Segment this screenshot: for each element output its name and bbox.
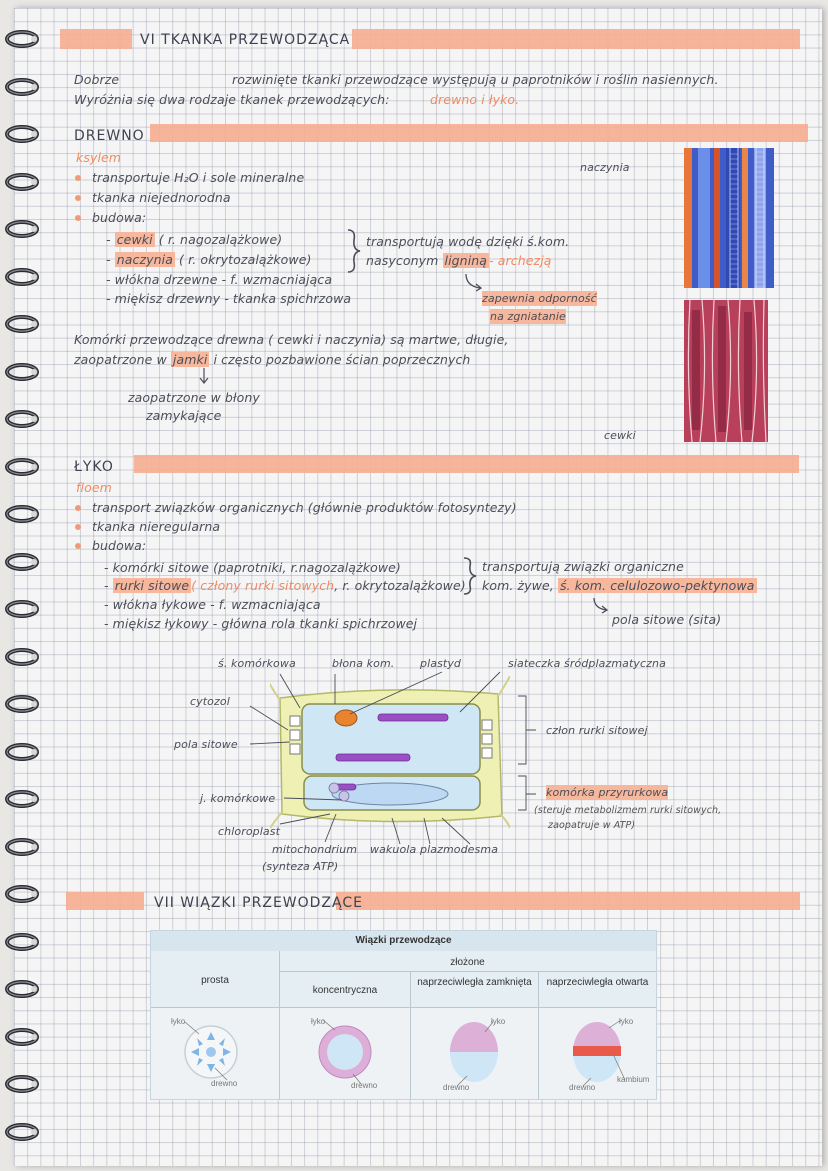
spiral-ring-icon [0, 123, 40, 145]
drewno-bullet-3: budowa: [92, 210, 147, 225]
drewno-brace-line-1: transportują wodę dzięki ś.kom. [366, 234, 570, 249]
label-plastyd: plastyd [420, 657, 462, 670]
czlony-text: ( człony rurki sitowych [191, 578, 335, 593]
spiral-ring-icon [0, 788, 40, 810]
col-koncentryczna: koncentryczna [312, 985, 378, 996]
naczynia-image-label: naczynia [580, 161, 630, 174]
spiral-ring-icon [0, 171, 40, 193]
spiral-ring-icon [0, 408, 40, 430]
summary-2-b: i często pozbawione ścian poprzecznych [213, 352, 471, 367]
drewno-dash-2-rest: ( r. okrytozalążkowe) [179, 252, 312, 267]
drewno-note-2: na zgniatanie [490, 310, 566, 323]
brace-line-2-a: nasyconym [366, 253, 439, 268]
drewno-brace-line-2 [366, 253, 552, 268]
spiral-ring-icon [0, 76, 40, 98]
spiral-ring-icon [0, 646, 40, 668]
przyrurkowa-note-2: zaopatruje w ATP) [548, 820, 636, 831]
drewno-highlight [150, 124, 808, 142]
jamki-note-1: zaopatrzone w błony [128, 390, 260, 405]
lignina-highlight: ligniną [444, 253, 488, 268]
label-sciana: ś. komórkowa [218, 657, 296, 670]
spiral-ring-icon [0, 693, 40, 715]
spiral-ring-icon [0, 456, 40, 478]
arrow-icon [196, 366, 212, 386]
col-zamknieta: naprzeciwległa zamknięta [417, 977, 532, 988]
section-7-highlight-right [336, 892, 800, 910]
summary-2-a: zaopatrzone w [74, 352, 167, 367]
lyko-subtitle: floem [76, 480, 112, 495]
drewno-summary-2 [74, 352, 470, 367]
label-chloroplast: chloroplast [218, 825, 280, 838]
spiral-ring-icon [0, 503, 40, 525]
section-7-highlight-left [66, 892, 144, 910]
drewno-dash-2: - naczynia ( r. okrytozalążkowe) [106, 252, 312, 267]
bullet-icon [75, 524, 81, 530]
bullet-icon [75, 175, 81, 181]
label-blona: błona kom. [332, 657, 395, 670]
drewno-dash-1: - cewki ( r. nagozalążkowe) [106, 232, 283, 247]
drewno-note-1: zapewnia odporność [482, 292, 597, 305]
bullet-icon [75, 505, 81, 511]
archezja-text: - archezją [489, 253, 552, 268]
naczynia-highlight: naczynia [116, 252, 173, 267]
curly-brace-icon [460, 556, 482, 596]
pola-sitowe-note: pola sitowe (sita) [612, 612, 722, 627]
label-czlon: człon rurki sitowej [546, 724, 648, 737]
spiral-ring-icon [0, 883, 40, 905]
section-7-title: VII WIĄZKI PRZEWODZĄCE [154, 895, 363, 911]
table-group-label: złożone [450, 957, 485, 968]
otwarta-kambium-label: kambium [617, 1075, 650, 1084]
lyko-title: ŁYKO [74, 459, 114, 475]
label-cytozol: cytozol [190, 695, 230, 708]
prosta-lyko-label: łyko [171, 1017, 186, 1026]
label-mitochondrium: mitochondrium [272, 843, 358, 856]
bundles-table [150, 930, 657, 1100]
jamki-note-2: zamykające [146, 408, 222, 423]
koncentryczna-drewno-label: drewno [351, 1081, 378, 1090]
lyko-highlight [134, 455, 799, 473]
spiral-ring-icon [0, 741, 40, 763]
spiral-ring-icon [0, 551, 40, 573]
spiral-ring-icon [0, 931, 40, 953]
koncentryczna-lyko-label: łyko [311, 1017, 326, 1026]
spiral-ring-icon [0, 836, 40, 858]
spiral-ring-icon [0, 978, 40, 1000]
spiral-ring-icon [0, 218, 40, 240]
spiral-ring-icon [0, 266, 40, 288]
col-otwarta: naprzeciwległa otwarta [546, 977, 649, 988]
intro-line-1: rozwinięte tkanki przewodzące występują u paprotników i roślin nasiennych. [232, 72, 719, 87]
lyko-brace-line-1: transportują związki organiczne [482, 559, 684, 574]
spiral-ring-icon [0, 361, 40, 383]
drewno-bullet-1: transportuje H₂O i sole mineralne [92, 170, 305, 185]
label-przyrurkowa: komórka przyrurkowa [546, 786, 669, 799]
bullet-icon [75, 195, 81, 201]
label-j-komorkowe: j. komórkowe [200, 792, 276, 805]
otwarta-drewno-label: drewno [569, 1083, 596, 1092]
rurki-sitowe-highlight: rurki sitowe [114, 578, 190, 593]
bullet-icon [75, 543, 81, 549]
spiral-ring-icon [0, 1073, 40, 1095]
table-title: Wiązki przewodzące [355, 935, 452, 946]
spiral-ring-icon [0, 313, 40, 335]
label-plazmodesma: plazmodesma [420, 843, 499, 856]
spiral-ring-icon [0, 28, 40, 50]
intro-line-2: Wyróżnia się dwa rodzaje tkanek przewodzących: [74, 92, 390, 107]
lyko-bullet-2: tkanka nieregularna [92, 519, 221, 534]
cewki-image-label: cewki [604, 429, 636, 442]
label-wakuola: wakuola [370, 843, 417, 856]
label-pola-sitowe: pola sitowe [174, 738, 238, 751]
cewki-micrograph [684, 300, 768, 442]
otwarta-lyko-label: łyko [619, 1017, 634, 1026]
drewno-subtitle: ksylem [76, 150, 122, 165]
section-6-title: VI TKANKA PRZEWODZĄCA [140, 32, 351, 48]
label-siateczka: siateczka śródplazmatyczna [508, 657, 666, 670]
lyko-dash-4: - miękisz łykowy - główna rola tkanki spichrzowej [104, 616, 418, 631]
jamki-highlight: jamki [172, 352, 208, 367]
intro-word: Dobrze [74, 72, 120, 87]
lyko-dash-2: - rurki sitowe ( człony rurki sitowych, r. okrytozalążkowe) [104, 578, 466, 593]
title-highlight-left [60, 29, 132, 49]
przyrurkowa-note-1: (steruje metabolizmem rurki sitowych, [534, 805, 722, 816]
lyko-brace-2-a: kom. żywe, [482, 578, 554, 593]
zamknieta-drewno-label: drewno [443, 1083, 470, 1092]
lyko-bullet-1: transport związków organicznych (głównie produktów fotosyntezy) [92, 500, 517, 515]
title-highlight-right [352, 29, 800, 49]
curly-brace-icon [344, 228, 366, 274]
col-prosta: prosta [201, 975, 229, 986]
arrow-icon [590, 596, 612, 618]
lyko-bullet-3: budowa: [92, 538, 147, 553]
lyko-dash-3: - włókna łykowe - f. wzmacniająca [104, 597, 321, 612]
spiral-ring-icon [0, 1026, 40, 1048]
table-divider [279, 971, 656, 972]
naczynia-micrograph [684, 148, 774, 288]
spiral-ring-icon [0, 1121, 40, 1143]
spiral-ring-icon [0, 598, 40, 620]
drewno-dash-4: - miękisz drzewny - tkanka spichrzowa [106, 291, 352, 306]
drewno-dash-1-rest: ( r. nagozalążkowe) [158, 232, 283, 247]
intro-line-2-highlight: drewno i łyko. [430, 92, 520, 107]
lyko-dash-2-rest: , r. okrytozalążkowe) [334, 578, 466, 593]
drewno-summary-1: Komórki przewodzące drewna ( cewki i naczynia) są martwe, długie, [74, 332, 509, 347]
bullet-icon [75, 215, 81, 221]
prosta-drewno-label: drewno [211, 1079, 238, 1088]
drewno-title: DREWNO [74, 128, 145, 144]
zamknieta-lyko-label: łyko [491, 1017, 506, 1026]
lyko-dash-1: - komórki sitowe (paprotniki, r.nagozalążkowe) [104, 560, 401, 575]
drewno-dash-3: - włókna drzewne - f. wzmacniająca [106, 272, 333, 287]
label-mito-sub: (synteza ATP) [262, 860, 339, 873]
cewki-highlight: cewki [116, 232, 153, 247]
sciana-celulozowa-highlight: ś. kom. celulozowo-pektynowa [559, 578, 755, 593]
drewno-bullet-2: tkanka niejednorodna [92, 190, 231, 205]
lyko-brace-line-2 [482, 578, 757, 593]
